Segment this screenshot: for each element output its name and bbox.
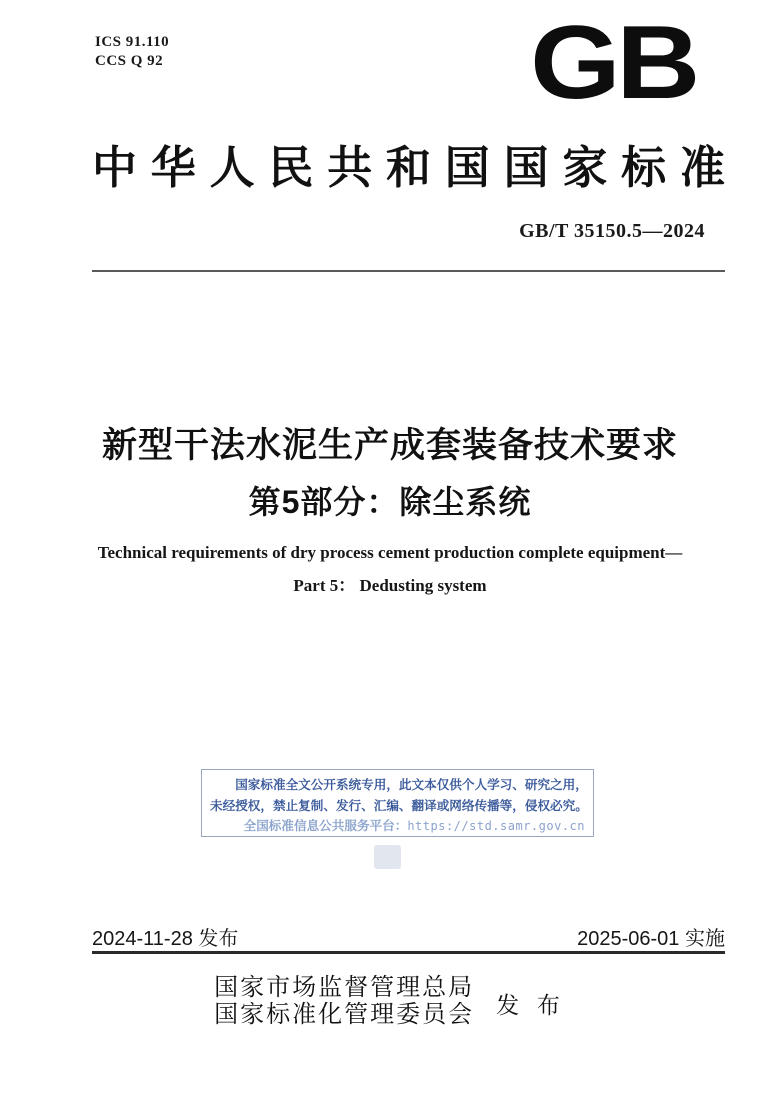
ics-code: ICS 91.110 [95, 34, 170, 50]
implement-date: 2025-06-01 实施 [577, 928, 725, 950]
notice-platform-line [210, 816, 585, 837]
title-chinese-line1: 新型干法水泥生产成套装备技术要求 [101, 426, 678, 465]
watermark-stamp-icon [374, 845, 401, 869]
platform-url: https://std.samr.gov.cn [407, 819, 585, 833]
platform-label: 全国标准信息公共服务平台： [243, 819, 408, 833]
gb-logo: GB [530, 5, 696, 121]
issuer-names [214, 975, 474, 1029]
title-chinese-line2: 第5部分：除尘系统 [248, 484, 532, 520]
national-standard-heading: 中华人民共和国国家标准 [92, 143, 725, 193]
notice-line2: 未经授权，禁止复制、发行、汇编、翻译或网络传播等，侵权必究。 [210, 798, 588, 813]
issuing-bodies [0, 975, 780, 1029]
issuer-line2: 国家标准化管理委员会 [214, 1002, 475, 1028]
title-english-line1: Technical requirements of dry process cement production complete equipment— [97, 543, 683, 562]
public-system-notice-box [201, 769, 594, 837]
classification-codes [95, 33, 169, 71]
ccs-code: CCS Q 92 [95, 53, 164, 69]
issue-date: 2024-11-28 发布 [92, 928, 239, 950]
notice-line1: 国家标准全文公开系统专用，此文本仅供个人学习、研究之用， [235, 778, 588, 792]
dates-row [92, 922, 725, 951]
footer-rule [92, 951, 725, 954]
issuer-line1: 国家市场监督管理总局 [214, 975, 475, 1001]
standard-number: GB/T 35150.5—2024 [519, 220, 705, 242]
header-rule [92, 270, 725, 272]
title-english-line2: Part 5： Dedusting system [293, 576, 487, 595]
release-label: 发 布 [496, 992, 566, 1018]
